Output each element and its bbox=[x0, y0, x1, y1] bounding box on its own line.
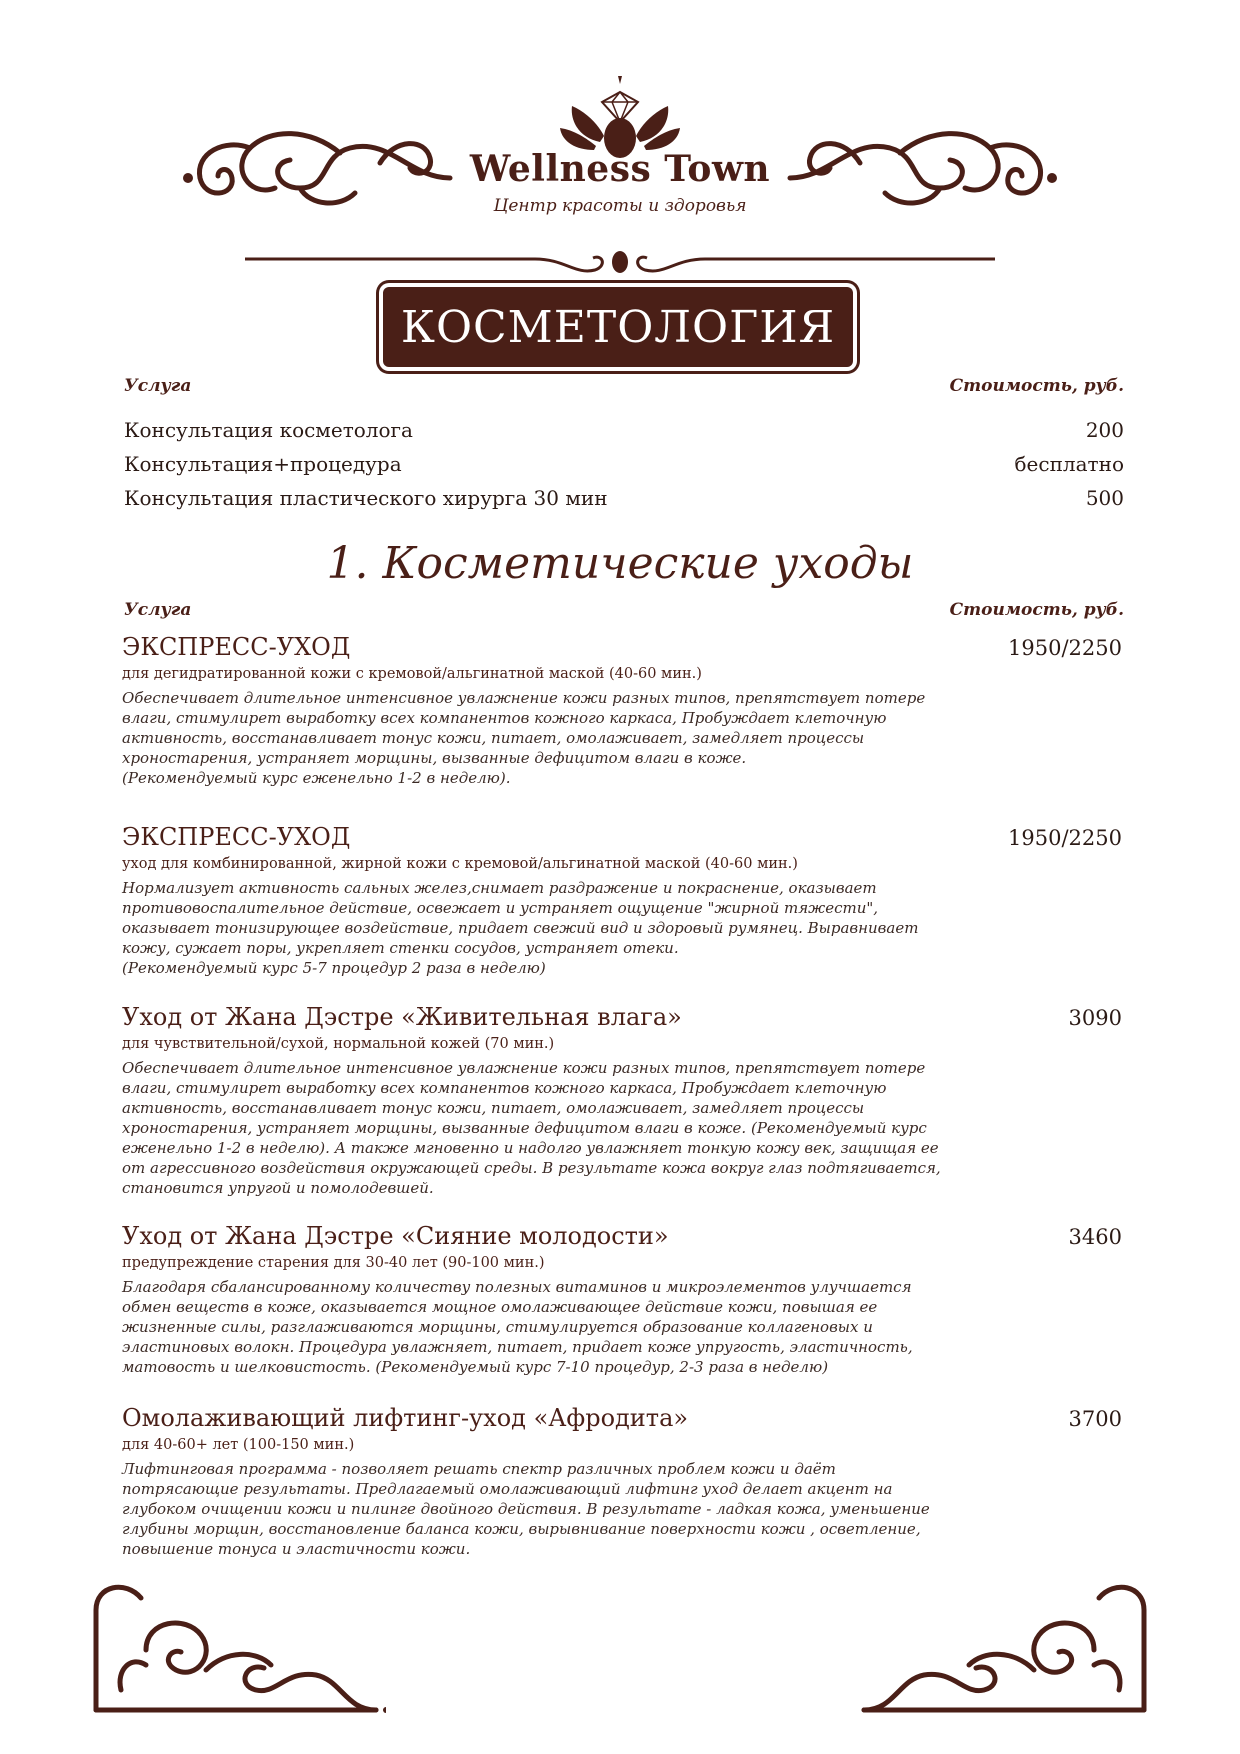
consult-col-price: Стоимость, руб. bbox=[949, 376, 1124, 396]
service-name: Уход от Жана Дэстре «Живительная влага» bbox=[122, 1003, 682, 1031]
service-name: Консультация+процедура bbox=[124, 452, 402, 476]
service-subtitle: для чувствительной/сухой, нормальной кожей (70 мин.) bbox=[122, 1036, 555, 1052]
page-title: КОСМЕТОЛОГИЯ bbox=[400, 301, 836, 353]
service-name: Омолаживающий лифтинг-уход «Афродита» bbox=[122, 1404, 689, 1432]
service-price: 3090 bbox=[1068, 1006, 1122, 1030]
section-col-service: Услуга bbox=[124, 600, 192, 620]
service-name: Консультация косметолога bbox=[124, 418, 413, 442]
page-header bbox=[0, 0, 1240, 280]
table-row bbox=[124, 452, 1124, 476]
section-title: 1. Косметические уходы bbox=[326, 538, 914, 589]
service-name: ЭКСПРЕСС-УХОД bbox=[122, 633, 351, 661]
service-subtitle: уход для комбинированной, жирной кожи с кремовой/альгинатной маской (40-60 мин.) bbox=[122, 856, 798, 872]
section-col-price: Стоимость, руб. bbox=[949, 600, 1124, 620]
service-price: 500 bbox=[1085, 486, 1124, 510]
service-description: Обеспечивает длительное интенсивное увлажнение кожи разных типов, препятствует потере влаги, стимулирет выработку всех компанентов кожного каркаса, Пробуждает клеточную активность, восстанавливает тонус кожи, питает, омолаживает, замедляет процессы хроностарения, устраняет морщины, вызванные дефицитом влаги в коже. (Рекомендуемый курс еженельно 1-2 в неделю). bbox=[122, 689, 926, 787]
page-footer bbox=[0, 1570, 1240, 1754]
service-subtitle: для 40-60+ лет (100-150 мин.) bbox=[122, 1437, 355, 1453]
footer-right-ornament-icon bbox=[854, 1570, 1154, 1730]
consult-col-service: Услуга bbox=[124, 376, 192, 396]
service-name: Консультация пластического хирурга 30 мин bbox=[124, 486, 608, 510]
service-item bbox=[122, 1403, 1122, 1559]
page-title-banner bbox=[383, 287, 853, 367]
service-description: Нормализует активность сальных желез,снимает раздражение и покраснение, оказывает противовоспалительное действие, освежает и устраняет ощущение "жирной тяжести", оказывает тонизирующее воздействие, придает свежий вид и здоровый румянец. Выравнивает кожу, сужает поры, укрепляет стенки сосудов, устраняет отеки. (Рекомендуемый курс 5-7 процедур 2 раза в неделю) bbox=[122, 879, 919, 977]
service-item bbox=[122, 822, 1122, 978]
service-subtitle: для дегидратированной кожи с кремовой/альгинатной маской (40-60 мин.) bbox=[122, 666, 702, 682]
brand-tagline: Центр красоты и здоровья bbox=[493, 196, 747, 216]
service-price: 3700 bbox=[1068, 1407, 1122, 1431]
service-price: 3460 bbox=[1068, 1225, 1122, 1249]
service-price: бесплатно bbox=[1014, 452, 1124, 476]
table-row bbox=[124, 486, 1124, 510]
service-item bbox=[122, 1221, 1122, 1377]
service-subtitle: предупреждение старения для 30-40 лет (90-100 мин.) bbox=[122, 1255, 545, 1271]
table-row bbox=[124, 418, 1124, 442]
header-divider bbox=[245, 250, 995, 280]
service-description: Обеспечивает длительное интенсивное увлажнение кожи разных типов, препятствует потере влаги, стимулирет выработку всех компанентов кожного каркаса, Пробуждает клеточную активность, восстанавливает тонус кожи, питает, омолаживает, замедляет процессы хроностарения, устраняет морщины, вызванные дефицитом влаги в коже. (Рекомендуемый курс еженельно 1-2 в неделю). А также мгновенно и надолго увлажняет тонкую кожу век, защищая ее от агрессивного воздействия окружающей среды. В результате кожа вокруг глаз подтягивается, становится упругой и помолодевшей. bbox=[122, 1059, 941, 1197]
service-description: Лифтинговая программа - позволяет решать спектр различных проблем кожи и даёт потрясающие результаты. Предлагаемый омолаживающий лифтинг уход делает акцент на глубоком очищении кожи и пилинге двойного действия. В результате - ладкая кожа, уменьшение глубины морщин, восстановление баланса кожи, вырывнивание поверхности кожи , осветление, повышение тонуса и эластичности кожи. bbox=[122, 1460, 930, 1558]
footer-left-ornament-icon bbox=[86, 1570, 386, 1730]
service-price: 1950/2250 bbox=[1008, 636, 1122, 660]
service-item bbox=[122, 1002, 1122, 1198]
service-name: ЭКСПРЕСС-УХОД bbox=[122, 823, 351, 851]
service-price: 200 bbox=[1085, 418, 1124, 442]
brand-name: Wellness Town bbox=[469, 148, 771, 190]
service-item bbox=[122, 632, 1122, 788]
lotus-logo-icon bbox=[560, 72, 680, 160]
service-price: 1950/2250 bbox=[1008, 826, 1122, 850]
service-description: Благодаря сбалансированному количеству полезных витаминов и микроэлементов улучшается обмен веществ в коже, оказывается мощное омолаживающее действие кожи, повышая ее жизненные силы, разглаживаются морщины, стимулируется образование коллагеновых и эластиновых волокн. Процедура увлажняет, питает, придает коже упругость, эластичность, матовость и шелковистость. (Рекомендуемый курс 7-10 процедур, 2-3 раза в неделю) bbox=[122, 1278, 913, 1376]
service-name: Уход от Жана Дэстре «Сияние молодости» bbox=[122, 1222, 669, 1250]
